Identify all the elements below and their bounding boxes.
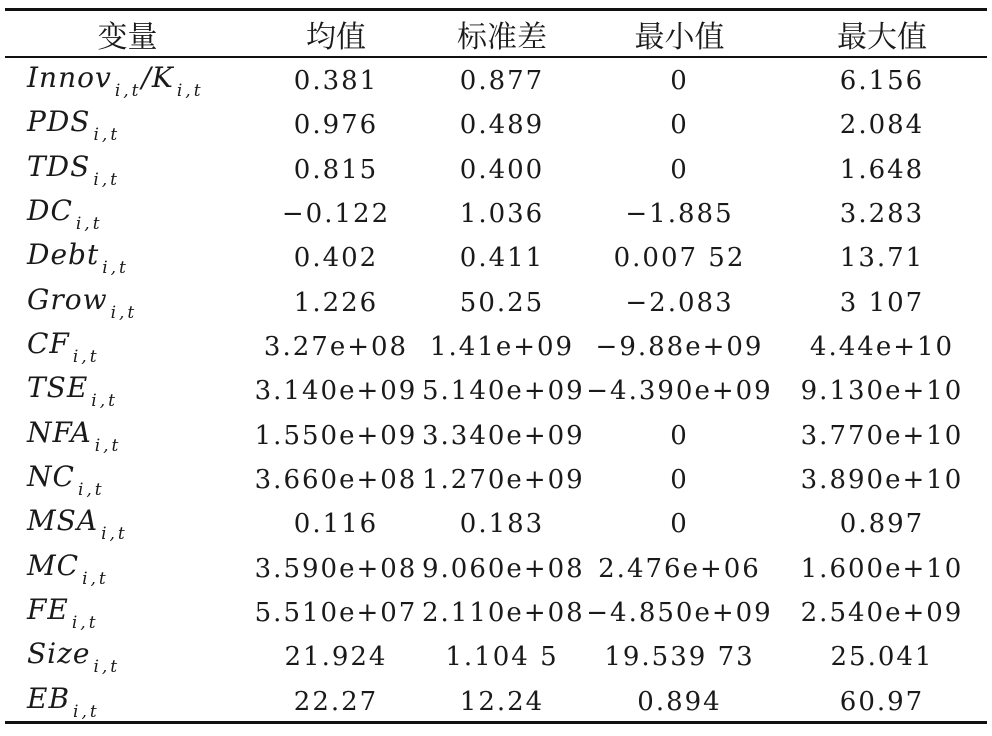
cell-mean: 0.976 <box>293 110 379 141</box>
cell-min: −4.850e+09 <box>586 598 773 629</box>
cell-max: 3.890e+10 <box>800 465 964 496</box>
cell-max: 3.770e+10 <box>800 420 964 451</box>
cell-max: 1.648 <box>839 154 925 185</box>
cell-std: 0.400 <box>459 154 545 185</box>
variable-symbol: Grow <box>27 282 108 316</box>
cell-std: 3.340e+09 <box>422 420 585 451</box>
cell-mean: 0.402 <box>293 243 379 274</box>
table-row <box>5 369 987 413</box>
variable-name <box>5 591 250 635</box>
cell-min: 0 <box>670 154 689 185</box>
variable-subscript: i,t <box>73 701 100 722</box>
variable-subscript: i,t <box>82 568 109 589</box>
table-row <box>5 547 987 591</box>
variable-symbol: FE <box>27 593 69 627</box>
variable-name <box>5 281 250 325</box>
descriptive-statistics-table <box>5 11 987 724</box>
cell-max: 3 107 <box>839 287 925 318</box>
table-row <box>5 281 987 325</box>
header-variable: 变量 <box>97 19 158 55</box>
variable-subscript: i,t <box>75 214 103 235</box>
cell-mean: 21.924 <box>284 642 388 673</box>
table-row <box>5 458 987 502</box>
variable-subscript: i,t <box>93 169 120 190</box>
header-min: 最小值 <box>634 19 725 55</box>
cell-min: 0 <box>670 509 689 540</box>
cell-std: 2.110e+08 <box>422 598 585 629</box>
cell-mean: −0.122 <box>281 199 391 230</box>
variable-name <box>5 192 250 236</box>
cell-std: 9.060e+08 <box>422 553 585 584</box>
variable-name <box>5 547 250 591</box>
table-row <box>5 56 987 103</box>
variable-name <box>5 56 250 103</box>
variable-name <box>5 236 250 280</box>
variable-symbol: NFA <box>27 415 92 449</box>
cell-max: 4.44e+10 <box>809 332 955 363</box>
table-row <box>5 148 987 192</box>
variable-subscript: i,t <box>94 435 122 456</box>
variable-symbol: PDS <box>27 105 91 139</box>
cell-mean: 3.27e+08 <box>263 332 409 363</box>
variable-name <box>5 103 250 147</box>
variable-name <box>5 635 250 679</box>
cell-min: −9.88e+09 <box>595 332 764 363</box>
cell-min: 0 <box>670 110 689 141</box>
variable-symbol: TSE <box>27 371 89 405</box>
variable-subscript: i,t <box>93 125 121 146</box>
variable-suffix: /K <box>141 61 174 95</box>
cell-mean: 22.27 <box>293 686 379 717</box>
cell-mean: 5.510e+07 <box>254 598 418 629</box>
cell-std: 1.104 5 <box>445 642 559 673</box>
cell-std: 12.24 <box>459 686 545 717</box>
variable-name <box>5 502 250 546</box>
cell-max: 25.041 <box>830 642 934 673</box>
variable-name <box>5 369 250 413</box>
table-row <box>5 325 987 369</box>
variable-symbol: TDS <box>27 149 91 183</box>
cell-min: 19.539 73 <box>604 642 755 673</box>
cell-max: 2.540e+09 <box>800 598 964 629</box>
table-row <box>5 591 987 635</box>
cell-mean: 3.140e+09 <box>254 376 418 407</box>
cell-min: 0.894 <box>637 686 722 717</box>
variable-name <box>5 458 250 502</box>
variable-subscript: i,t <box>101 524 128 545</box>
table-row <box>5 103 987 147</box>
variable-symbol: NC <box>27 460 75 494</box>
variable-symbol: MSA <box>27 504 99 538</box>
table-row <box>5 502 987 546</box>
cell-mean: 0.116 <box>293 509 379 540</box>
table-row <box>5 192 987 236</box>
variable-suffix-subscript: i,t <box>176 81 204 102</box>
cell-max: 3.283 <box>839 199 925 230</box>
cell-max: 0.897 <box>839 509 925 540</box>
variable-subscript: i,t <box>71 613 99 634</box>
cell-std: 1.270e+09 <box>422 465 585 496</box>
cell-mean: 0.815 <box>293 154 379 185</box>
cell-std: 1.036 <box>459 199 545 230</box>
cell-mean: 0.381 <box>293 66 379 97</box>
variable-name <box>5 148 250 192</box>
cell-std: 50.25 <box>459 287 545 318</box>
cell-std: 0.489 <box>459 110 545 141</box>
variable-subscript: i,t <box>72 347 100 368</box>
cell-min: 0.007 52 <box>613 243 746 274</box>
table-row <box>5 635 987 679</box>
cell-std: 0.411 <box>459 243 545 274</box>
cell-max: 9.130e+10 <box>800 376 964 407</box>
cell-min: −1.885 <box>625 199 734 230</box>
variable-subscript: i,t <box>93 657 121 678</box>
cell-min: 2.476e+06 <box>598 553 761 584</box>
cell-mean: 3.660e+08 <box>254 465 418 496</box>
cell-mean: 1.550e+09 <box>254 420 418 451</box>
table-row <box>5 414 987 458</box>
variable-symbol: EB <box>27 681 71 715</box>
cell-std: 0.877 <box>459 66 545 97</box>
variable-symbol: Debt <box>27 238 100 272</box>
cell-max: 6.156 <box>839 66 925 97</box>
variable-subscript: i,t <box>110 302 138 323</box>
cell-max: 13.71 <box>839 243 925 274</box>
variable-symbol: MC <box>27 548 80 582</box>
cell-min: 0 <box>670 66 689 97</box>
header-row <box>5 11 987 56</box>
header-mean: 均值 <box>306 19 366 55</box>
cell-std: 5.140e+09 <box>422 376 585 407</box>
variable-name <box>5 680 250 724</box>
variable-subscript: i,t <box>91 391 118 412</box>
variable-symbol: Innov <box>27 61 112 95</box>
variable-name <box>5 414 250 458</box>
cell-std: 1.41e+09 <box>429 332 575 363</box>
header-std: 标准差 <box>457 19 547 55</box>
cell-max: 1.600e+10 <box>800 553 964 584</box>
variable-subscript: i,t <box>114 81 142 102</box>
cell-max: 2.084 <box>839 110 925 141</box>
variable-subscript: i,t <box>102 258 129 279</box>
cell-max: 60.97 <box>839 686 925 717</box>
variable-symbol: DC <box>27 194 73 228</box>
header-max: 最大值 <box>837 19 927 55</box>
cell-mean: 1.226 <box>293 287 379 318</box>
cell-mean: 3.590e+08 <box>254 553 418 584</box>
cell-std: 0.183 <box>459 509 545 540</box>
cell-min: −2.083 <box>625 287 734 318</box>
cell-min: 0 <box>670 465 689 496</box>
table-row <box>5 236 987 280</box>
table-row <box>5 680 987 724</box>
cell-min: −4.390e+09 <box>586 376 773 407</box>
variable-symbol: CF <box>27 327 70 361</box>
cell-min: 0 <box>670 420 689 451</box>
variable-subscript: i,t <box>77 480 105 501</box>
variable-symbol: Size <box>27 637 91 671</box>
variable-name <box>5 325 250 369</box>
